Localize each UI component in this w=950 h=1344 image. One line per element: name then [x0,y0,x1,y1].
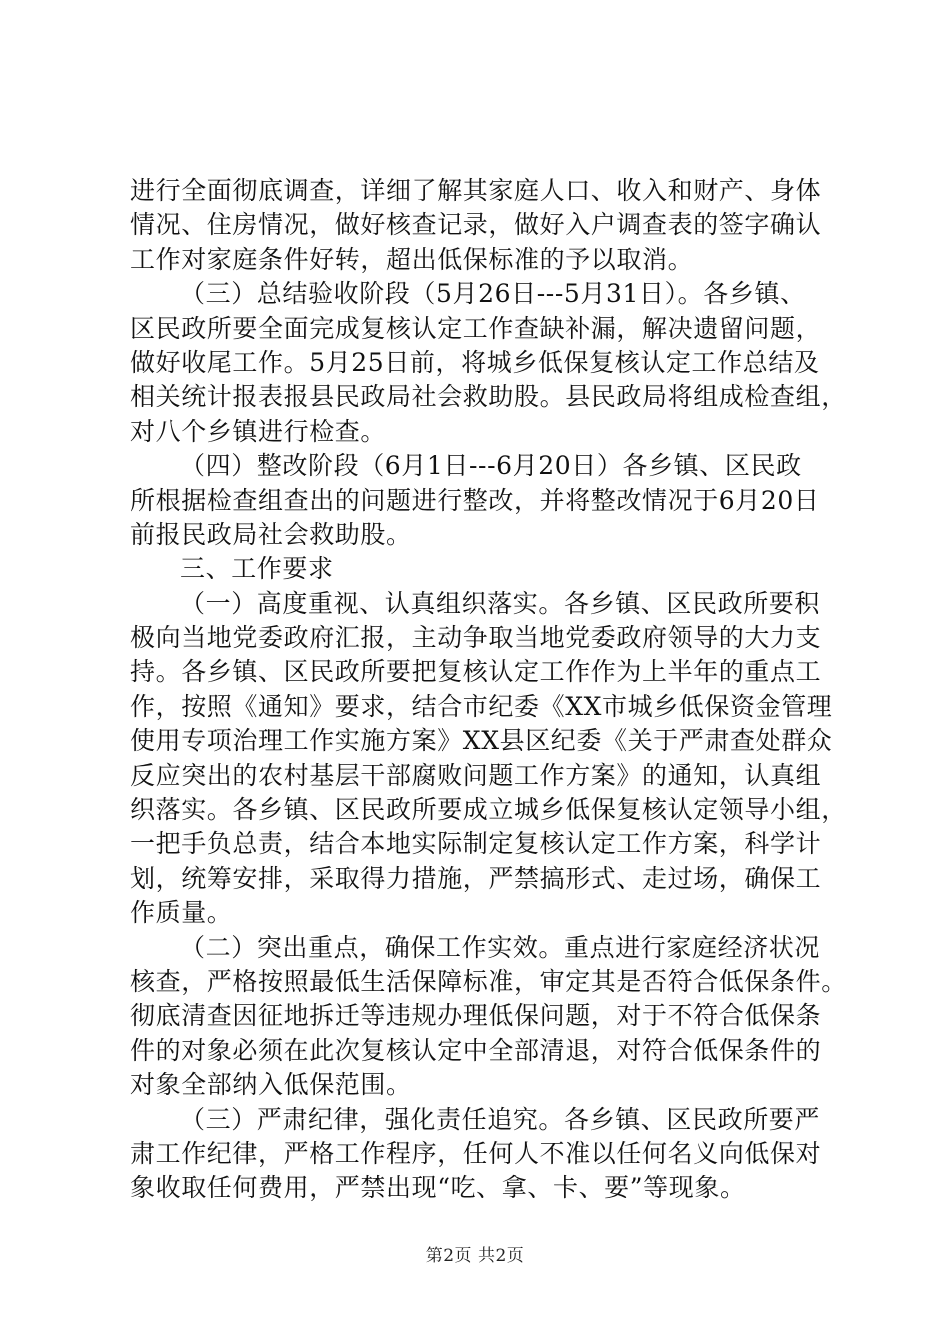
text-line: 所根据检查组查出的问题进行整改，并将整改情况于6月20日 [130,485,820,515]
text-line: 极向当地党委政府汇报，主动争取当地党委政府领导的大力支 [130,623,822,653]
document-body [130,174,847,1206]
text-line: 一把手负总责，结合本地实际制定复核认定工作方案，科学计 [130,829,822,859]
text-line: 相关统计报表报县民政局社会救助股。县民政局将组成检查组， [130,382,847,412]
text-line: 作质量。 [130,898,233,928]
section-heading-line: （二）突出重点，确保工作实效。重点进行家庭经济状况 [180,932,821,962]
text-line: 件的对象必须在此次复核认定中全部清退，对符合低保条件的 [130,1035,822,1065]
text-line: 区民政所要全面完成复核认定工作查缺补漏，解决遗留问题， [130,313,822,343]
text-line: 工作对家庭条件好转，超出低保标准的予以取消。 [130,244,694,274]
text-line: 肃工作纪律，严格工作程序，任何人不准以任何名义向低保对 [130,1138,822,1168]
page-number-footer: 第2页 共2页 [425,1246,525,1266]
text-line: 前报民政局社会救助股。 [130,519,412,549]
text-line: 反应突出的农村基层干部腐败问题工作方案》的通知，认真组 [130,760,822,790]
text-line: 织落实。各乡镇、区民政所要成立城乡低保复核认定领导小组， [130,795,847,825]
text-line: 情况、住房情况，做好核查记录，做好入户调查表的签字确认 [130,210,822,240]
text-line: 象收取任何费用，严禁出现“吃、拿、卡、要”等现象。 [130,1173,746,1203]
text-line: 对象全部纳入低保范围。 [130,1070,412,1100]
section-heading-line: （四）整改阶段（6月1日---6月20日）各乡镇、区民政 [180,451,802,481]
text-line: 彻底清查因征地拆迁等违规办理低保问题，对于不符合低保条 [130,1001,822,1031]
text-line: 做好收尾工作。5月25日前，将城乡低保复核认定工作总结及 [130,347,820,377]
section-heading-line: （一）高度重视、认真组织落实。各乡镇、区民政所要积 [180,588,821,618]
text-line: 进行全面彻底调查，详细了解其家庭人口、收入和财产、身体 [130,176,822,205]
text-line: 划，统筹安排，采取得力措施，严禁搞形式、走过场，确保工 [130,863,822,893]
text-line: 作，按照《通知》要求，结合市纪委《XX市城乡低保资金管理 [130,691,833,721]
text-line: 核查，严格按照最低生活保障标准，审定其是否符合低保条件。 [130,966,847,996]
text-line: 对八个乡镇进行检查。 [130,416,387,446]
section-title: 三、工作要求 [180,554,334,584]
text-line: 持。各乡镇、区民政所要把复核认定工作作为上半年的重点工 [130,657,822,687]
section-heading-line: （三）总结验收阶段（5月26日---5月31日）。各乡镇、 [180,279,806,309]
text-line: 使用专项治理工作实施方案》XX县区纪委《关于严肃查处群众 [130,726,833,756]
section-heading-line: （三）严肃纪律，强化责任追究。各乡镇、区民政所要严 [180,1104,821,1134]
